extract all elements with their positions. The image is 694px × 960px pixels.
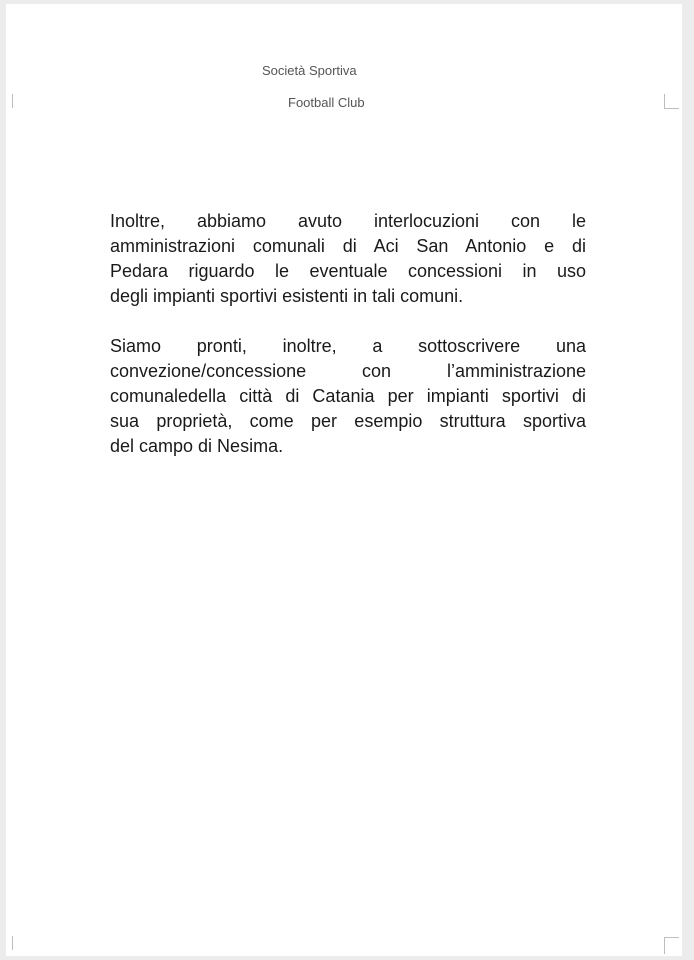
paragraph-line: sua proprietà, come per esempio struttura sportiva [110,411,586,431]
paragraph-line: degli impianti sportivi esistenti in tali comuni. [110,286,464,306]
paragraph-agreement [110,334,586,459]
margin-marker-top-left [12,94,13,108]
paragraph-line: convezione/concessione con l’amministrazione [110,361,586,381]
paragraph-line: Inoltre, abbiamo avuto interlocuzioni con le [110,211,586,231]
paragraph-line: Siamo pronti, inoltre, a sottoscrivere una [110,336,586,356]
paragraph-interlocutions [110,209,586,309]
paragraph-line: Pedara riguardo le eventuale concessioni in uso [110,261,586,281]
header-society-name: Società Sportiva [262,63,357,78]
margin-corner-bottom-right [664,937,679,954]
paragraph-line: comunaledella città di Catania per impianti sportivi di [110,386,586,406]
document-page [6,4,682,956]
margin-corner-top-right [664,94,679,109]
margin-marker-bottom-left [12,936,13,950]
paragraph-line: del campo di Nesima. [110,436,284,456]
paragraph-line: amministrazioni comunali di Aci San Antonio e di [110,236,586,256]
header-club-name: Football Club [288,95,365,110]
